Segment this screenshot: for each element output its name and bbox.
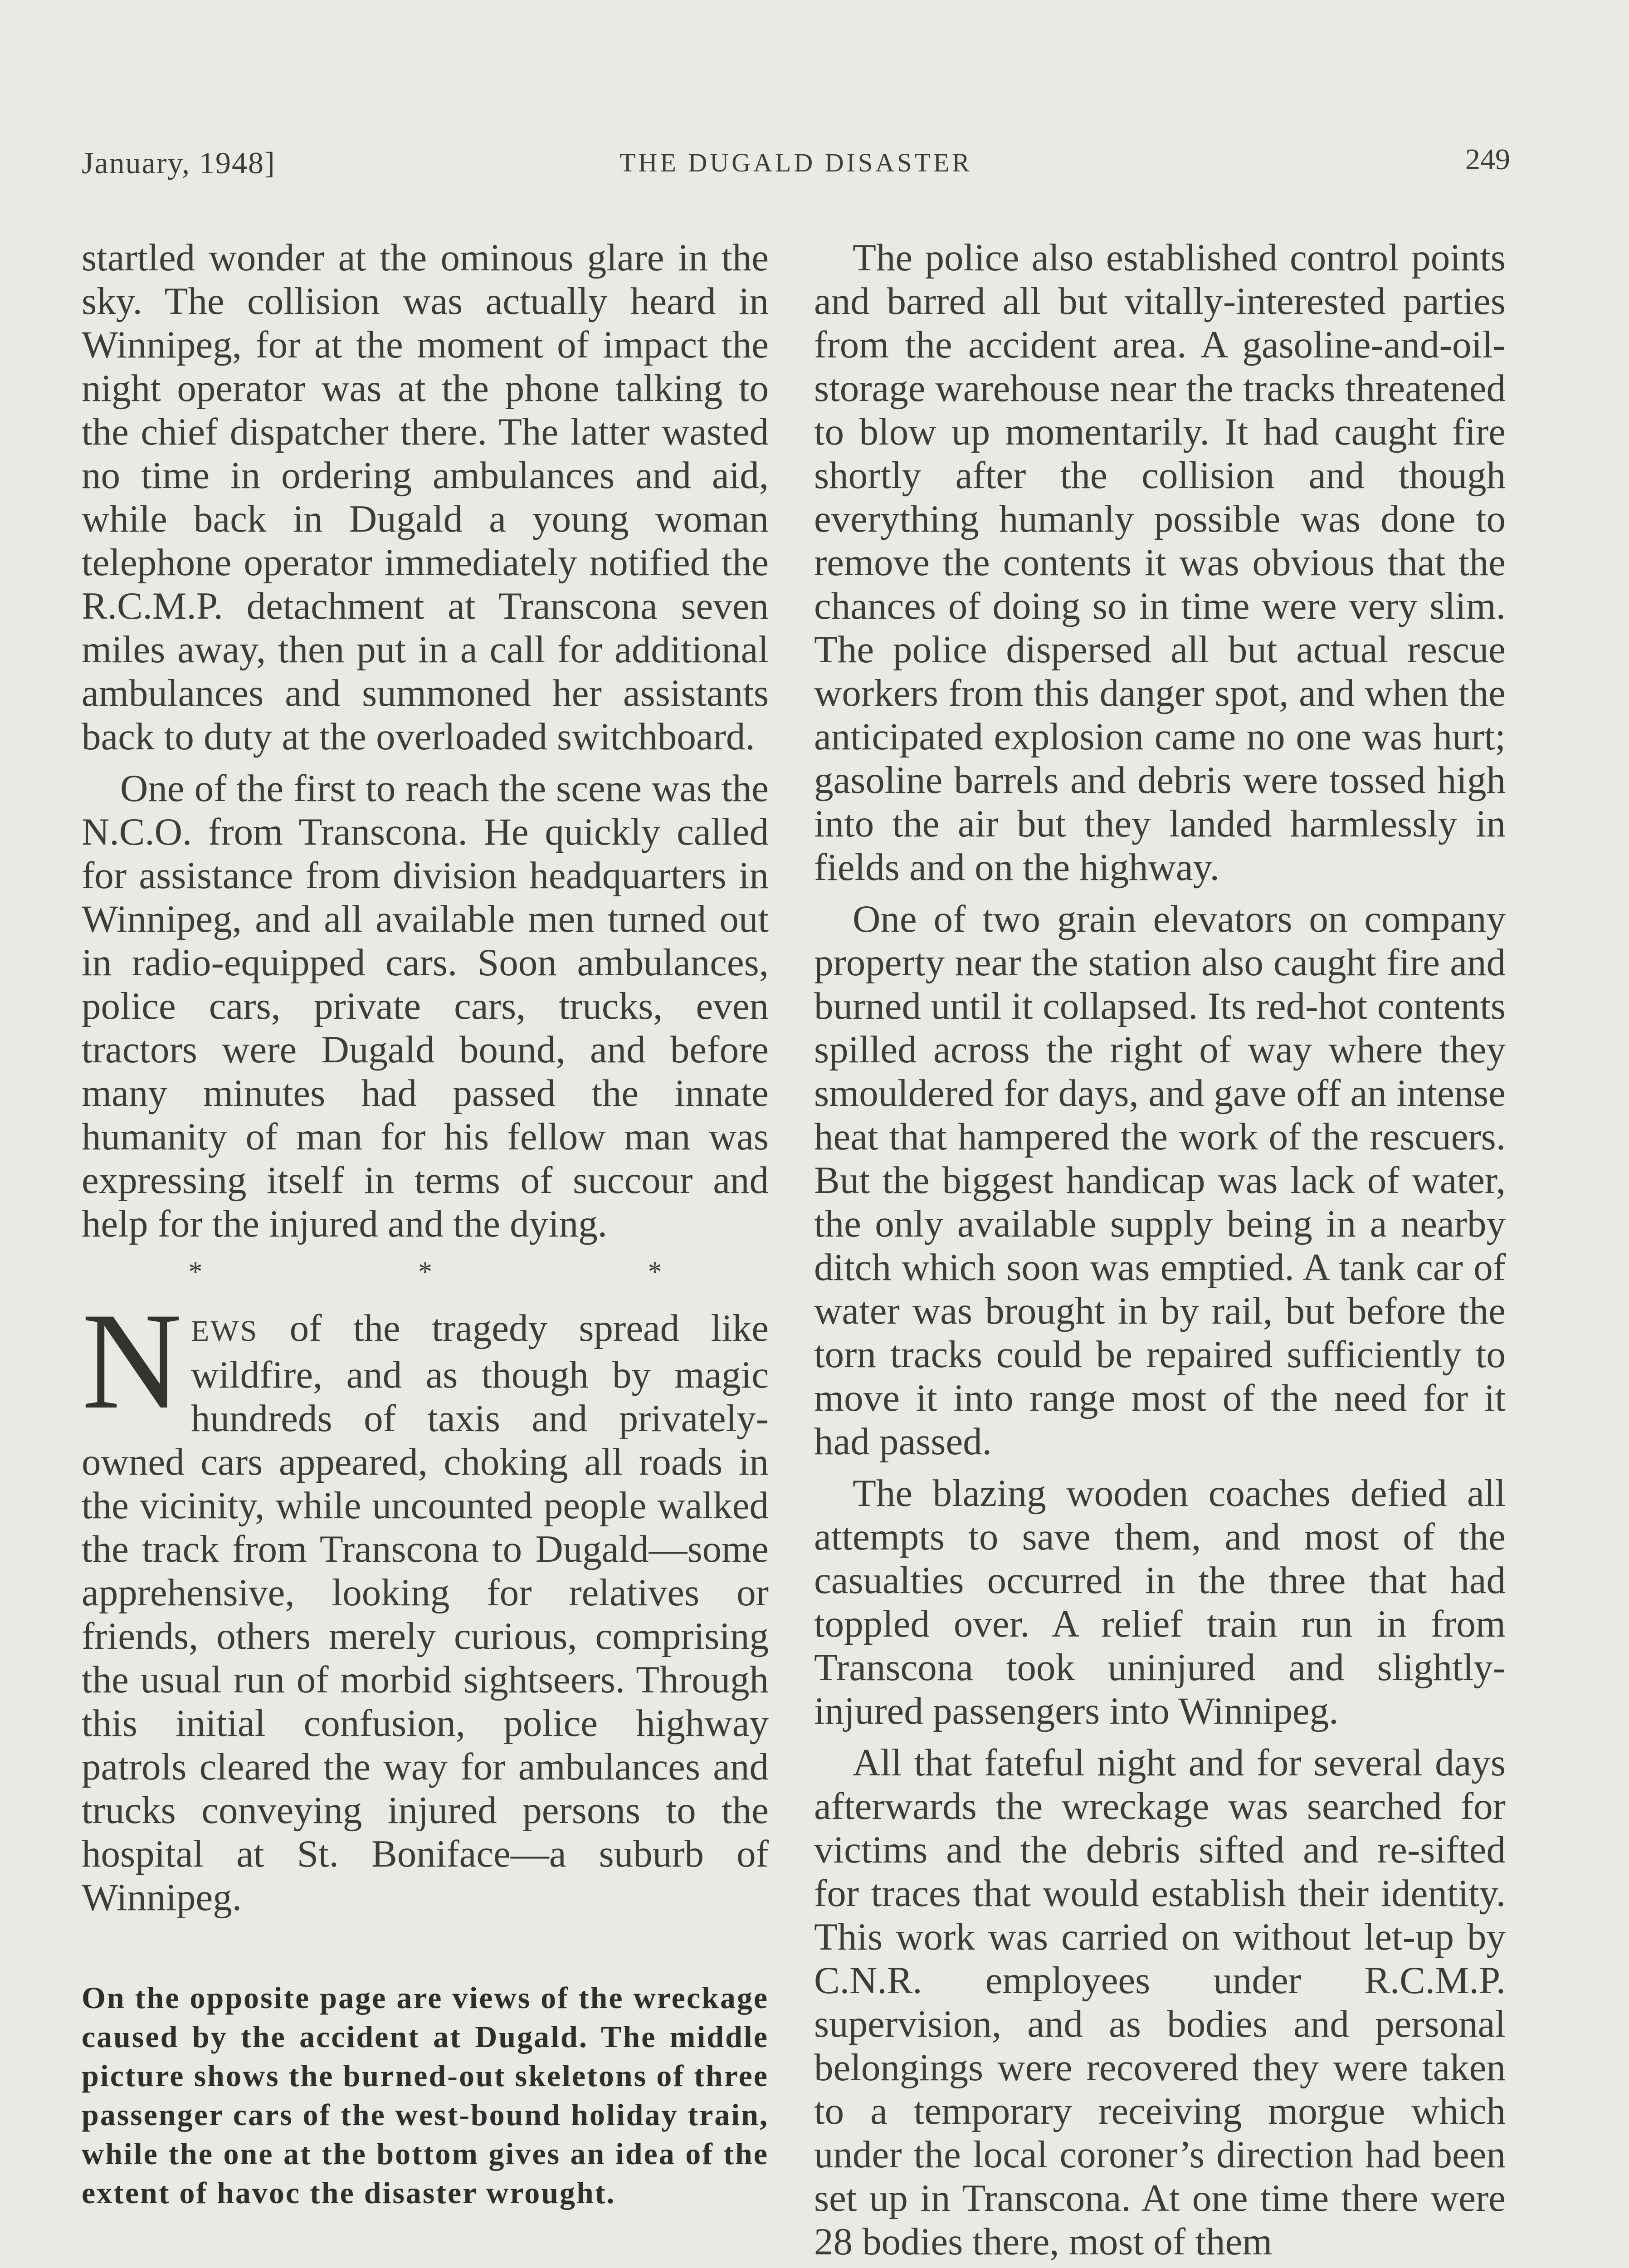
left-paragraph-1: startled wonder at the ominous glare in the sky. The collision was actually heard in Winnipeg, for at the moment of impact the night operator was at the phone talking to the chief dispatcher there. The latter wasted no time in ordering ambulances and aid, while back in Dugald a young woman telephone operator immediately notified the R.C.M.P. detachment at Transcona seven miles away, then put in a call for additional ambulances and summoned her assistants back to duty at the overloaded switchboard. bbox=[82, 236, 769, 758]
page-number: 249 bbox=[1465, 143, 1510, 176]
left-paragraph-3 bbox=[82, 1284, 769, 1919]
right-paragraph-3: The blazing wooden coaches defied all attempts to save them, and most of the casualties occurred in the three that had toppled over. A relief train run in from Transcona took uninjured and slightly-injured passengers into Winnipeg. bbox=[814, 1472, 1506, 1732]
left-column bbox=[82, 236, 769, 2220]
header-date: January, 1948] bbox=[82, 146, 276, 180]
photo-caption: On the opposite page are views of the wreckage caused by the accident at Dugald. The middle picture shows the burned-out skeletons of three passenger cars of the west-bound holiday train, while the one at the bottom gives an idea of the extent of havoc the disaster wrought. bbox=[82, 1980, 769, 2210]
header-title: THE DUGALD DISASTER bbox=[619, 148, 972, 177]
right-paragraph-1: The police also established control points and barred all but vitally-interested parties from the accident area. A gasoline-and-oil-storage warehouse near the tracks threatened to blow up momentarily. It had caught fire shortly after the collision and though everything humanly possible was done to remove the contents it was obvious that the chances of doing so in time were very slim. The police dispersed all but actual rescue workers from this danger spot, and when the anticipated explosion came no one was hurt; gasoline barrels and debris were tossed high into the air but they landed harmlessly in fields and on the highway. bbox=[814, 236, 1506, 889]
right-paragraph-2: One of two grain elevators on company property near the station also caught fire and burned until it collapsed. Its red-hot contents spilled across the right of way where they smouldered for days, and gave off an intense heat that hampered the work of the rescuers. But the biggest handicap was lack of water, the only available supply being in a nearby ditch which soon was emptied. A tank car of water was brought in by rail, but before the torn tracks could be repaired sufficiently to move it into range most of the need for it had passed. bbox=[814, 898, 1506, 1463]
running-header bbox=[82, 145, 1510, 195]
drop-cap: N bbox=[82, 1284, 178, 1438]
right-paragraph-4: All that fateful night and for several days afterwards the wreckage was searched for victims and the debris sifted and re-sifted for traces that would establish their identity. This work was carried on without let-up by C.N.R. employees under R.C.M.P. supervision, and as bodies and personal belongings were recovered they were taken to a temporary receiving morgue which under the local coroner’s direction had been set up in Transcona. At one time there were 28 bodies there, most of them bbox=[814, 1741, 1506, 2263]
left-paragraph-3-text: of the tragedy spread like wildfire, and as though by magic hundreds of taxis and privately-owned cars appeared, choking all roads in the vicinity, while uncounted people walked the track from Transcona to Dugald—some apprehensive, looking for relatives or friends, others merely curious, comprising the usual run of morbid sightseers. Through this initial confusion, police highway patrols cleared the way for ambulances and trucks conveying injured persons to the hospital at St. Boniface—a suburb of Winnipeg. bbox=[82, 1307, 769, 1919]
left-paragraph-2: One of the first to reach the scene was the N.C.O. from Transcona. He quickly called for assistance from division headquarters in Winnipeg, and all available men turned out in radio-equipped cars. Soon ambulances, police cars, private cars, trucks, even tractors were Dugald bound, and before many minutes had passed the innate humanity of man for his fellow man was expressing itself in terms of succour and help for the injured and the dying. bbox=[82, 767, 769, 1245]
right-column bbox=[814, 236, 1506, 2268]
section-separator: * * * bbox=[188, 1256, 766, 1287]
small-caps-lead: EWS bbox=[190, 1315, 258, 1348]
